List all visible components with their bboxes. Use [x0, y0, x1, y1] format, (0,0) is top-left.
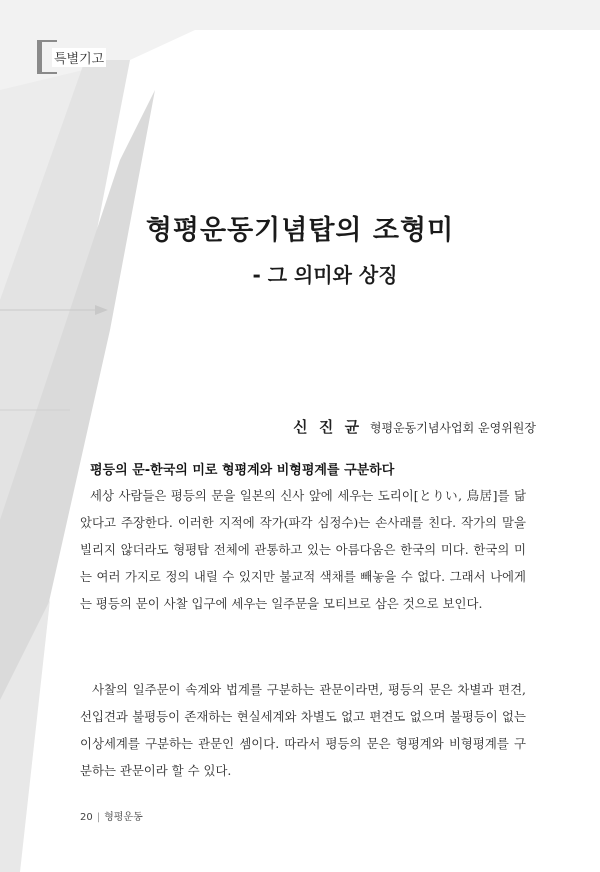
byline — [293, 416, 536, 437]
section-label: 특별기고 — [52, 48, 106, 67]
page-number: 20 — [80, 812, 93, 823]
body-paragraph-2: 사찰의 일주문이 속계와 법계를 구분하는 관문이라면, 평등의 문은 차별과 편견, 선입견과 불평등이 존재하는 현실세계와 차별도 없고 편견도 없으며 불평등이 없는 이상세계를 구분하는 관문인 셈이다. 따라서 평등의 문은 형평계와 비형평계를 구분하는 관문이라 할 수 있다. — [80, 682, 526, 778]
author-role: 형평운동기념사업회 운영위원장 — [369, 421, 536, 435]
footer-separator: | — [96, 812, 101, 823]
page-footer — [80, 808, 143, 823]
article-title: 형평운동기념탑의 조형미 — [145, 215, 455, 246]
body-paragraph-1: 세상 사람들은 평등의 문을 일본의 신사 앞에 세우는 도리이[とりい, 鳥居]를 닮았다고 주장한다. 이러한 지적에 작가(파각 심정수)는 손사래를 친다. 작가의 말을 빌리지 않더라도 형평탑 전체에 관통하고 있는 아름다움은 한국의 미다. 한국의 미는 여러 가지로 정의 내릴 수 있지만 불교적 색채를 빼놓을 수 없다. 그래서 나에게는 평등의 문이 사찰 입구에 세우는 일주문을 모티브로 삼은 것으로 보인다. — [80, 488, 526, 611]
section-heading: 평등의 문-한국의 미로 형평계와 비형평계를 구분하다 — [90, 463, 395, 478]
author-name: 신 진 균 — [293, 418, 363, 436]
publication-name: 형평운동 — [104, 812, 143, 823]
article-subtitle: - 그 의미와 상징 — [252, 263, 398, 287]
